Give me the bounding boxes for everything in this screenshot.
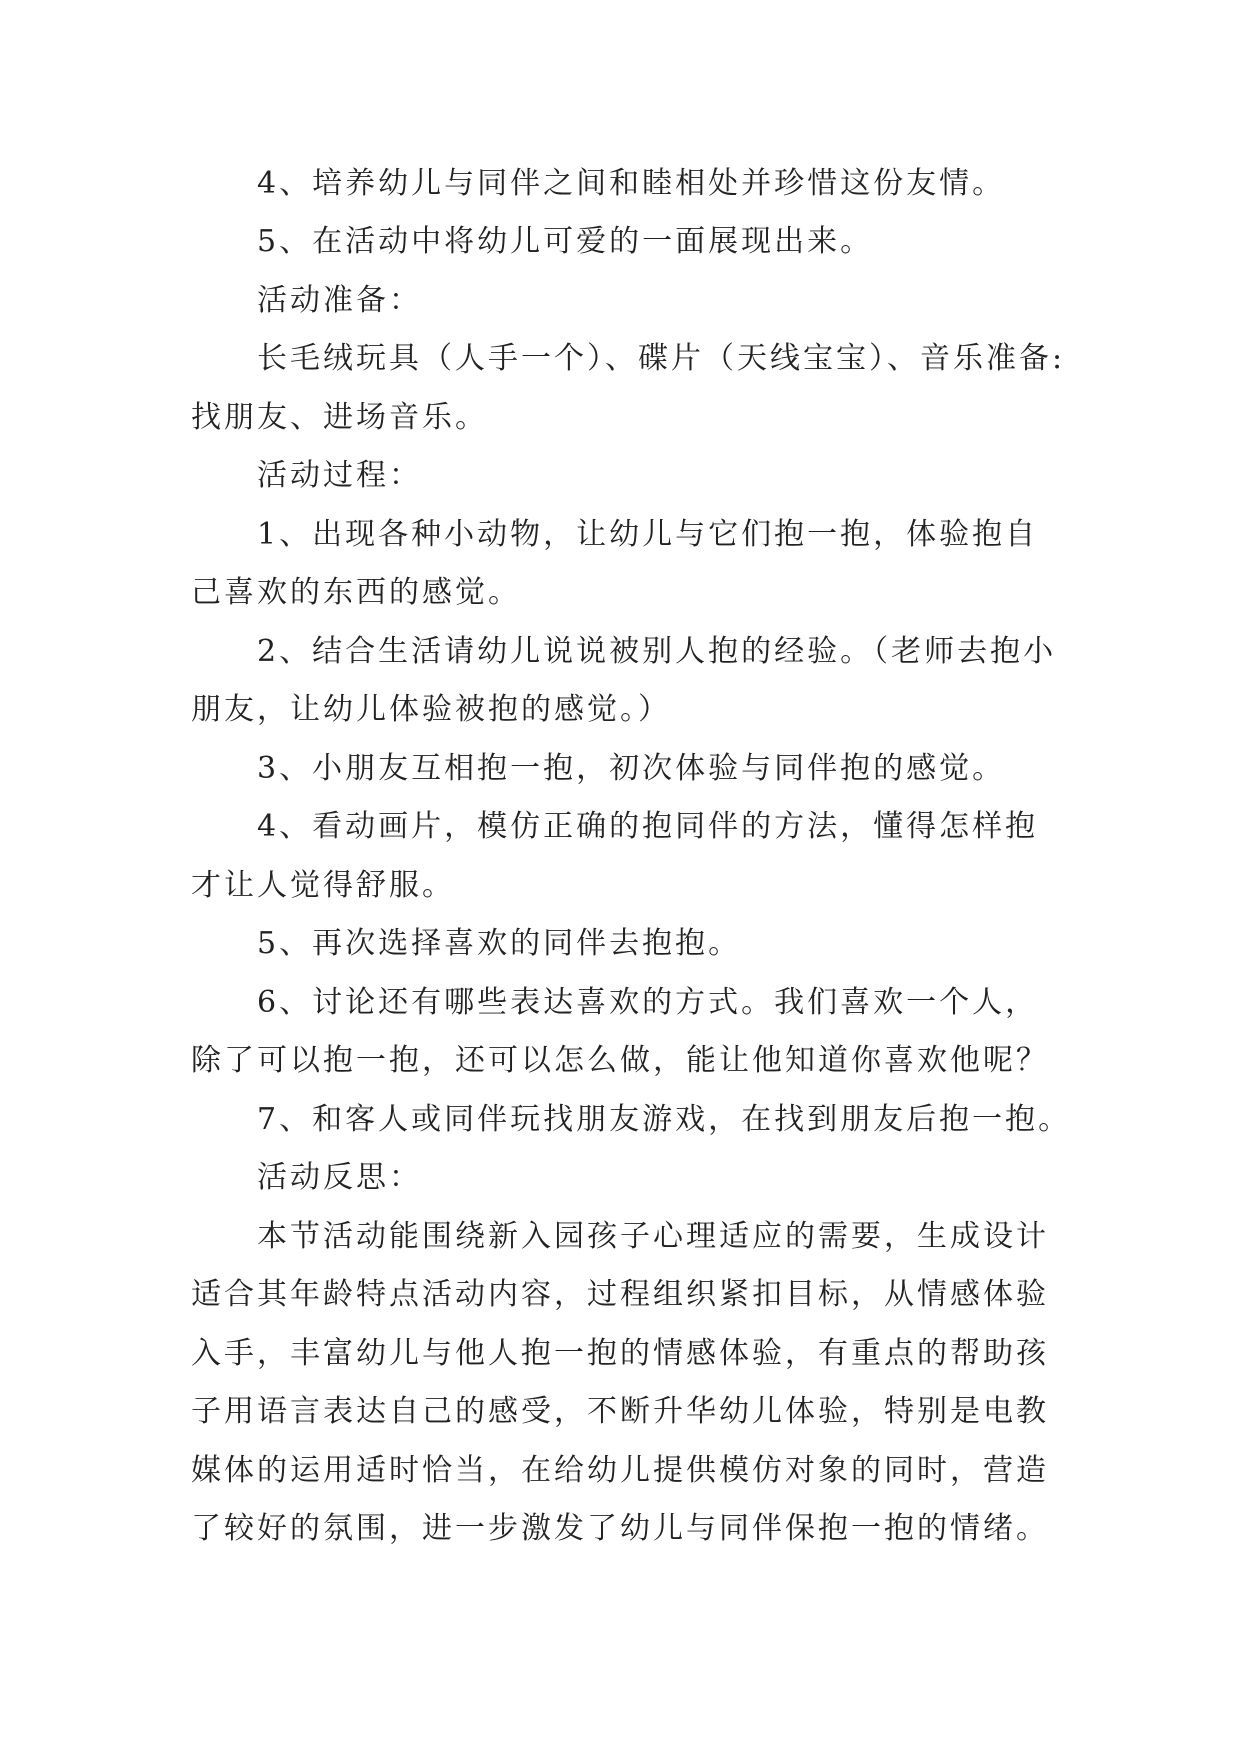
step-2-line-1: 2、结合生活请幼儿说说被别人抱的经验。（老师去抱小 [257, 634, 1057, 669]
reflection-line-1: 本节活动能围绕新入园孩子心理适应的需要，生成设计 [257, 1219, 1049, 1254]
heading-reflection: 活动反思： [257, 1160, 422, 1195]
step-6-line-2: 除了可以抱一抱，还可以怎么做，能让他知道你喜欢他呢？ [191, 1043, 1049, 1078]
step-1-line-2: 己喜欢的东西的感觉。 [191, 575, 521, 610]
preparation-text-line-2: 找朋友、进场音乐。 [191, 400, 488, 435]
preparation-text-line-1: 长毛绒玩具（人手一个）、碟片（天线宝宝）、音乐准备: [257, 341, 1066, 376]
step-1-line-1: 1、出现各种小动物，让幼儿与它们抱一抱，体验抱自 [257, 517, 1039, 552]
goal-5-line: 5、在活动中将幼儿可爱的一面展现出来。 [257, 224, 874, 259]
step-4-line-1: 4、看动画片，模仿正确的抱同伴的方法，懂得怎样抱 [257, 809, 1039, 844]
heading-preparation: 活动准备： [257, 283, 422, 318]
step-7-line: 7、和客人或同伴玩找朋友游戏，在找到朋友后抱一抱。 [257, 1102, 1072, 1137]
step-4-line-2: 才让人觉得舒服。 [191, 868, 455, 903]
reflection-line-2: 适合其年龄特点活动内容，过程组织紧扣目标，从情感体验 [191, 1277, 1049, 1312]
reflection-line-6: 了较好的氛围，进一步激发了幼儿与同伴保抱一抱的情绪。 [191, 1511, 1049, 1546]
goal-4-line: 4、培养幼儿与同伴之间和睦相处并珍惜这份友情。 [257, 166, 1006, 201]
step-3-line: 3、小朋友互相抱一抱，初次体验与同伴抱的感觉。 [257, 751, 1006, 786]
step-2-line-2: 朋友，让幼儿体验被抱的感觉。） [191, 692, 671, 727]
heading-process: 活动过程： [257, 458, 422, 493]
step-6-line-1: 6、讨论还有哪些表达喜欢的方式。我们喜欢一个人， [257, 985, 1039, 1020]
reflection-line-4: 子用语言表达自己的感受，不断升华幼儿体验，特别是电教 [191, 1394, 1049, 1429]
step-5-line: 5、再次选择喜欢的同伴去抱抱。 [257, 926, 742, 961]
reflection-line-5: 媒体的运用适时恰当，在给幼儿提供模仿对象的同时，营造 [191, 1453, 1049, 1488]
reflection-line-3: 入手，丰富幼儿与他人抱一抱的情感体验，有重点的帮助孩 [191, 1336, 1049, 1371]
